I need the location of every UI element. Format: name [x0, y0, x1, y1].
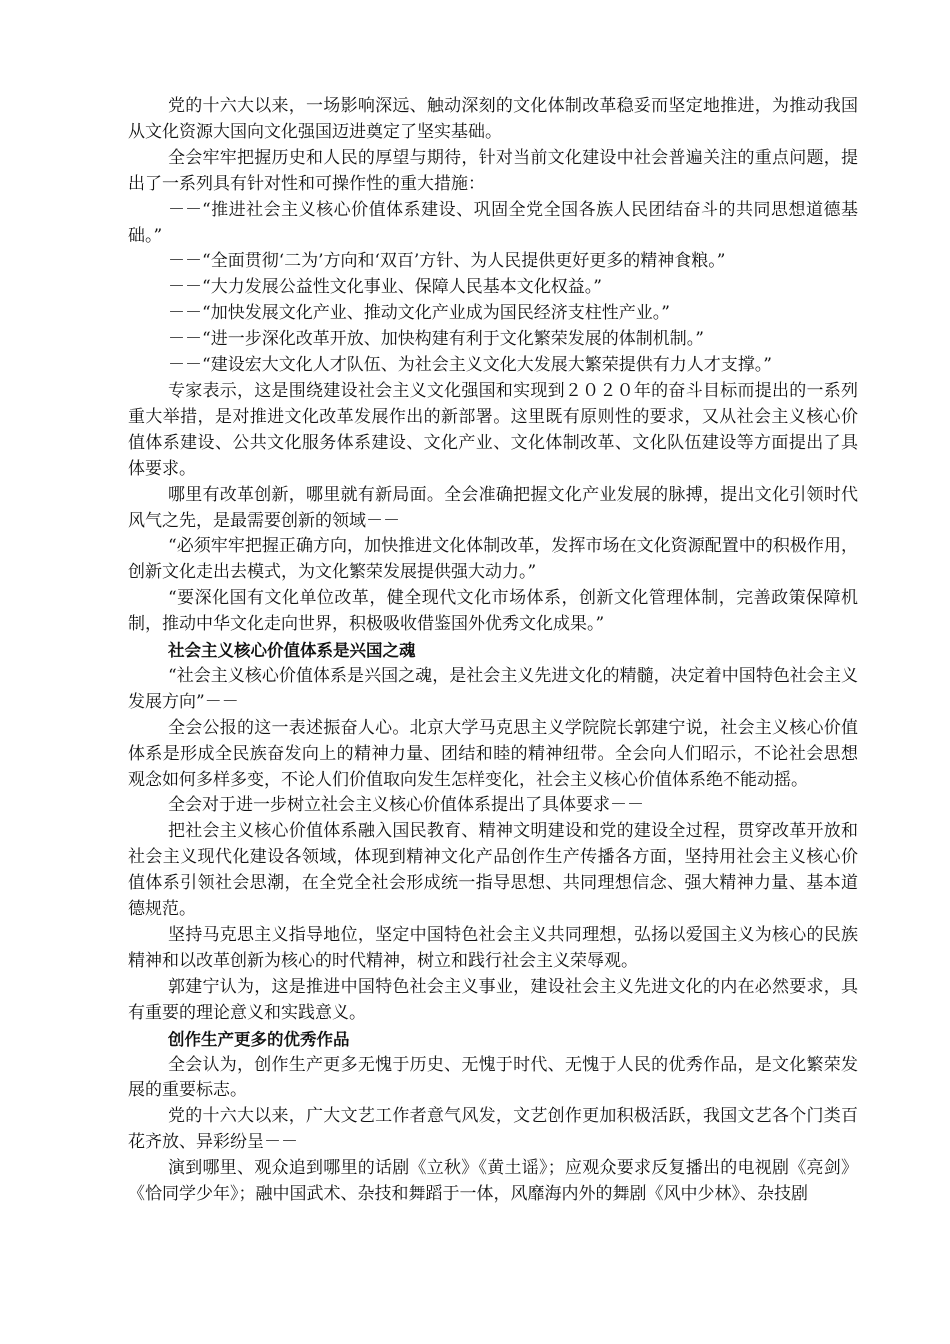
- measure-item: －－“推进社会主义核心价值体系建设、巩固全党全国各族人民团结奋斗的共同思想道德基础。”: [128, 199, 858, 246]
- measure-item: －－“建设宏大文化人才队伍、为社会主义文化大发展大繁荣提供有力人才支撑。”: [168, 355, 772, 376]
- paragraph-reform-innovation: 哪里有改革创新，哪里就有新局面。全会准确把握文化产业发展的脉搏，提出文化引领时代风气之先，是最需要创新的领域－－: [128, 484, 858, 531]
- paragraph-guo-jianning: 全会公报的这一表述振奋人心。北京大学马克思主义学院院长郭建宁说，社会主义核心价值体系是形成全民族奋发向上的精神力量、团结和睦的精神纽带。全会向人们昭示，不论社会思想观念如何多样多变，不论人们价值取向发生怎样变化，社会主义核心价值体系绝不能动摇。: [128, 717, 858, 790]
- paragraph-arts-flourish: 党的十六大以来，广大文艺工作者意气风发，文艺创作更加积极活跃，我国文艺各个门类百花齐放、异彩纷呈－－: [128, 1106, 858, 1153]
- measure-item: －－“进一步深化改革开放、加快构建有利于文化繁荣发展的体制机制。”: [168, 329, 704, 350]
- paragraph-requirement: 把社会主义核心价值体系融入国民教育、精神文明建设和党的建设全过程，贯穿改革开放和社会主义现代化建设各领域，体现到精神文化产品创作生产传播各方面，坚持用社会主义核心价值体系引领社会思潮，在全党全社会形成统一指导思想、共同理想信念、强大精神力量、基本道德规范。: [128, 821, 858, 920]
- quote-paragraph: “必须牢牢把握正确方向，加快推进文化体制改革，发挥市场在文化资源配置中的积极作用，创新文化走出去模式，为文化繁荣发展提供强大动力。”: [128, 536, 858, 583]
- paragraph-works-examples: 演到哪里、观众追到哪里的话剧《立秋》《黄土谣》；应观众要求反复播出的电视剧《亮剑》《恰同学少年》；融中国武术、杂技和舞蹈于一体，风靡海内外的舞剧《风中少林》、杂技剧: [128, 1158, 858, 1205]
- paragraph-expert-view: 专家表示，这是围绕建设社会主义文化强国和实现到２０２０年的奋斗目标而提出的一系列重大举措，是对推进文化改革发展作出的新部署。这里既有原则性的要求，又从社会主义核心价值体系建设、公共文化服务体系建设、文化产业、文化体制改革、文化队伍建设等方面提出了具体要求。: [128, 380, 858, 479]
- measure-item: －－“加快发展文化产业、推动文化产业成为国民经济支柱性产业。”: [168, 303, 670, 324]
- paragraph-intro: 党的十六大以来，一场影响深远、触动深刻的文化体制改革稳妥而坚定地推进，为推动我国从文化资源大国向文化强国迈进奠定了坚实基础。: [128, 96, 858, 142]
- section-heading-works: 创作生产更多的优秀作品: [168, 1029, 350, 1049]
- paragraph-measures-intro: 全会牢牢把握历史和人民的厚望与期待，针对当前文化建设中社会普遍关注的重点问题，提出了一系列具有针对性和可操作性的重大措施：: [128, 147, 858, 194]
- quote-paragraph: “社会主义核心价值体系是兴国之魂，是社会主义先进文化的精髓，决定着中国特色社会主义发展方向”－－: [128, 665, 858, 712]
- paragraph-requirements-intro: 全会对于进一步树立社会主义核心价值体系提出了具体要求－－: [168, 795, 644, 816]
- quote-paragraph: “要深化国有文化单位改革，健全现代文化市场体系，创新文化管理体制，完善政策保障机制，推动中华文化走向世界，积极吸收借鉴国外优秀文化成果。”: [128, 588, 858, 635]
- document-body: [128, 94, 858, 1208]
- measure-item: －－“全面贯彻‘二为’方向和‘双百’方针、为人民提供更好更多的精神食粮。”: [168, 251, 726, 272]
- paragraph-requirement: 坚持马克思主义指导地位，坚定中国特色社会主义共同理想，弘扬以爱国主义为核心的民族精神和以改革创新为核心的时代精神，树立和践行社会主义荣辱观。: [128, 925, 858, 971]
- measure-item: －－“大力发展公益性文化事业、保障人民基本文化权益。”: [168, 277, 602, 298]
- paragraph-works-intro: 全会认为，创作生产更多无愧于历史、无愧于时代、无愧于人民的优秀作品，是文化繁荣发展的重要标志。: [128, 1054, 858, 1101]
- section-heading-core-values: 社会主义核心价值体系是兴国之魂: [168, 641, 416, 661]
- paragraph-guo-opinion: 郭建宁认为，这是推进中国特色社会主义事业，建设社会主义先进文化的内在必然要求，具有重要的理论意义和实践意义。: [128, 976, 858, 1023]
